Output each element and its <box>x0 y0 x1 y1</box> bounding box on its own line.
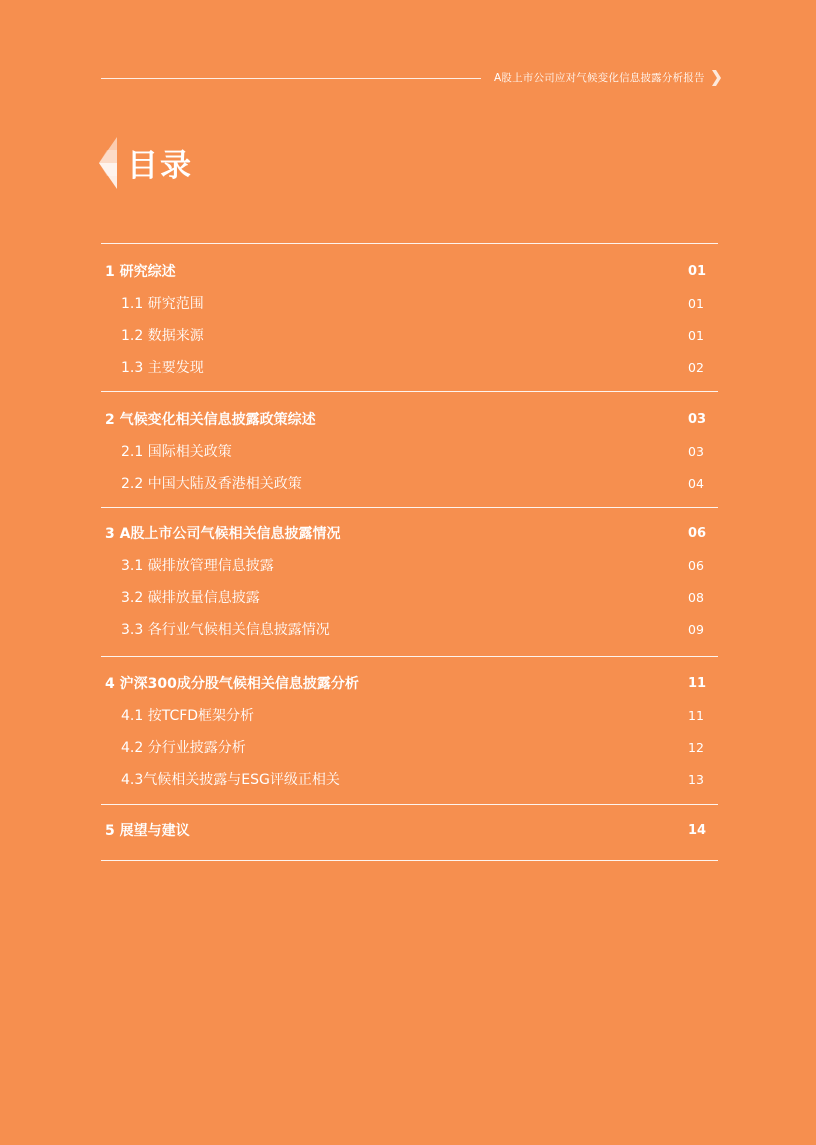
toc-entry[interactable] <box>101 667 718 699</box>
toc-subentry[interactable] <box>101 467 718 499</box>
toc-subentry-label: 4.3气候相关披露与ESG评级正相关 <box>121 772 340 788</box>
toc-entry-page: 03 <box>688 411 707 427</box>
toc-section-1 <box>101 244 718 391</box>
toc-entry-page: 01 <box>688 263 707 279</box>
toc-subentry-page: 01 <box>688 327 704 343</box>
toc-entry[interactable] <box>101 517 718 549</box>
table-of-contents <box>101 243 718 861</box>
toc-subentry[interactable] <box>101 351 718 383</box>
toc-subentry-label: 3.3 各行业气候相关信息披露情况 <box>121 622 330 638</box>
toc-subentry-page: 12 <box>688 739 704 755</box>
toc-subentry-page: 13 <box>688 771 704 787</box>
toc-subentry-label: 3.1 碳排放管理信息披露 <box>121 558 274 574</box>
toc-entry-page: 06 <box>688 525 707 541</box>
toc-entry[interactable] <box>101 403 718 435</box>
toc-section-3 <box>101 508 718 656</box>
toc-subentry-page: 04 <box>688 475 704 491</box>
toc-entry-label: 5 展望与建议 <box>105 823 190 839</box>
header-title: A股上市公司应对气候变化信息披露分析报告 <box>494 72 705 84</box>
toc-subentry[interactable] <box>101 581 718 613</box>
toc-subentry-page: 03 <box>688 443 704 459</box>
toc-subentry[interactable] <box>101 319 718 351</box>
toc-subentry[interactable] <box>101 731 718 763</box>
header-rule <box>101 78 481 79</box>
toc-subentry[interactable] <box>101 699 718 731</box>
toc-subentry-label: 3.2 碳排放量信息披露 <box>121 590 260 606</box>
toc-subentry-page: 09 <box>688 621 704 637</box>
toc-entry[interactable] <box>101 255 718 287</box>
toc-section-2 <box>101 392 718 507</box>
toc-subentry-page: 02 <box>688 359 704 375</box>
toc-subentry-label: 2.1 国际相关政策 <box>121 444 232 460</box>
toc-entry-page: 14 <box>688 822 707 838</box>
page-title: 目录 <box>127 148 193 184</box>
toc-subentry[interactable] <box>101 435 718 467</box>
toc-section-5 <box>101 805 718 860</box>
toc-subentry[interactable] <box>101 287 718 319</box>
toc-entry-page: 11 <box>688 675 707 691</box>
toc-entry-label: 3 A股上市公司气候相关信息披露情况 <box>105 526 341 542</box>
toc-subentry-page: 06 <box>688 557 704 573</box>
toc-entry[interactable] <box>101 814 718 846</box>
toc-subentry-label: 1.3 主要发现 <box>121 360 204 376</box>
toc-subentry-label: 1.2 数据来源 <box>121 328 204 344</box>
toc-subentry[interactable] <box>101 613 718 645</box>
toc-divider <box>101 860 718 861</box>
toc-subentry[interactable] <box>101 763 718 795</box>
toc-subentry-label: 2.2 中国大陆及香港相关政策 <box>121 476 302 492</box>
toc-subentry-page: 11 <box>688 707 704 723</box>
chevron-logo-icon <box>97 137 119 189</box>
toc-subentry-page: 01 <box>688 295 704 311</box>
toc-subentry-label: 4.2 分行业披露分析 <box>121 740 246 756</box>
toc-subentry-page: 08 <box>688 589 704 605</box>
toc-subentry-label: 1.1 研究范围 <box>121 296 204 312</box>
chevron-right-icon <box>710 67 722 89</box>
toc-subentry-label: 4.1 按TCFD框架分析 <box>121 708 255 724</box>
toc-entry-label: 2 气候变化相关信息披露政策综述 <box>105 412 316 428</box>
toc-entry-label: 1 研究综述 <box>105 264 176 280</box>
toc-section-4 <box>101 657 718 804</box>
toc-subentry[interactable] <box>101 549 718 581</box>
toc-entry-label: 4 沪深300成分股气候相关信息披露分析 <box>105 676 359 692</box>
